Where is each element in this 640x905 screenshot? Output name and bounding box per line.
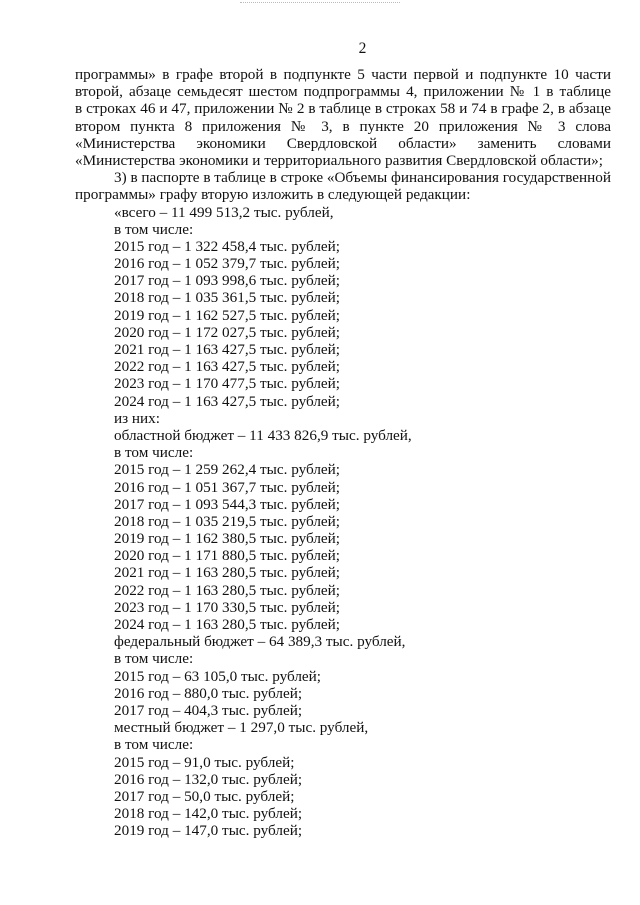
list-item: областной бюджет – 11 433 826,9 тыс. рублей, [114, 426, 412, 444]
text-line: программы» в графе второй в подпункте 5 части первой и подпункте 10 части [75, 66, 611, 83]
list-item: 2022 год – 1 163 280,5 тыс. рублей; [114, 581, 341, 599]
list-item: 2021 год – 1 163 280,5 тыс. рублей; [114, 564, 341, 582]
page-number: 2 [358, 40, 367, 57]
list-item: 2017 год – 50,0 тыс. рублей; [114, 787, 295, 805]
list-item: 2020 год – 1 171 880,5 тыс. рублей; [114, 547, 341, 565]
list-item: 2017 год – 404,3 тыс. рублей; [114, 701, 303, 719]
list-item: 2019 год – 1 162 380,5 тыс. рублей; [114, 530, 341, 548]
list-item: 2019 год – 147,0 тыс. рублей; [114, 822, 303, 840]
text-line: программы» графу вторую изложить в следующей редакции: [75, 186, 471, 204]
list-item: «всего – 11 499 513,2 тыс. рублей, [114, 203, 334, 221]
list-item: в том числе: [114, 220, 194, 238]
list-item: 2016 год – 1 052 379,7 тыс. рублей; [114, 255, 341, 273]
text-line: «Министерства экономики Свердловской области» заменить словами [75, 134, 611, 152]
list-item: 2015 год – 1 322 458,4 тыс. рублей; [114, 237, 341, 255]
list-item: 2017 год – 1 093 998,6 тыс. рублей; [114, 272, 341, 290]
list-item: 2019 год – 1 162 527,5 тыс. рублей; [114, 306, 341, 324]
list-item: 2022 год – 1 163 427,5 тыс. рублей; [114, 358, 341, 376]
list-item: 2016 год – 880,0 тыс. рублей; [114, 684, 303, 702]
list-item: 2023 год – 1 170 477,5 тыс. рублей; [114, 375, 341, 393]
list-item: 2015 год – 91,0 тыс. рублей; [114, 753, 295, 771]
list-item: 2015 год – 63 105,0 тыс. рублей; [114, 667, 322, 685]
list-item: 2023 год – 1 170 330,5 тыс. рублей; [114, 598, 341, 616]
list-item: в том числе: [114, 736, 194, 754]
list-item: 2024 год – 1 163 427,5 тыс. рублей; [114, 392, 341, 410]
paragraph-amendment-words [75, 66, 611, 169]
list-item: 2018 год – 142,0 тыс. рублей; [114, 805, 303, 823]
text-line: в строках 46 и 47, приложении № 2 в таблице в строках 58 и 74 в графе 2, в абзаце [75, 100, 611, 118]
list-item: в том числе: [114, 650, 194, 668]
text-line: 3) в паспорте в таблице в строке «Объемы финансирования государственной [114, 169, 611, 187]
list-item: 2020 год – 1 172 027,5 тыс. рублей; [114, 323, 341, 341]
text-line: втором пункта 8 приложения № 3, в пункте 20 приложения № 3 слова [75, 117, 611, 135]
list-item: 2021 год – 1 163 427,5 тыс. рублей; [114, 341, 341, 358]
list-item: 2017 год – 1 093 544,3 тыс. рублей; [114, 495, 341, 513]
list-item: из них: [114, 409, 160, 427]
list-item: 2018 год – 1 035 219,5 тыс. рублей; [114, 512, 341, 530]
scan-artifact [240, 2, 400, 6]
text-line: второй, абзаце семьдесят шестом подпрограммы 4, приложении № 1 в таблице [75, 83, 611, 101]
list-item: 2018 год – 1 035 361,5 тыс. рублей; [114, 289, 341, 307]
list-item: в том числе: [114, 444, 194, 462]
document-body [75, 66, 611, 839]
list-item: местный бюджет – 1 297,0 тыс. рублей, [114, 719, 369, 737]
list-item: 2015 год – 1 259 262,4 тыс. рублей; [114, 461, 341, 479]
paragraph-financing-passport [75, 169, 611, 203]
text-line: «Министерства экономики и территориального развития Свердловской области»; [75, 151, 603, 169]
list-item: 2016 год – 1 051 367,7 тыс. рублей; [114, 478, 341, 496]
list-item: 2024 год – 1 163 280,5 тыс. рублей; [114, 616, 341, 633]
list-item: 2016 год – 132,0 тыс. рублей; [114, 770, 303, 788]
list-item: федеральный бюджет – 64 389,3 тыс. рублей, [114, 633, 406, 651]
financing-list [75, 204, 611, 840]
